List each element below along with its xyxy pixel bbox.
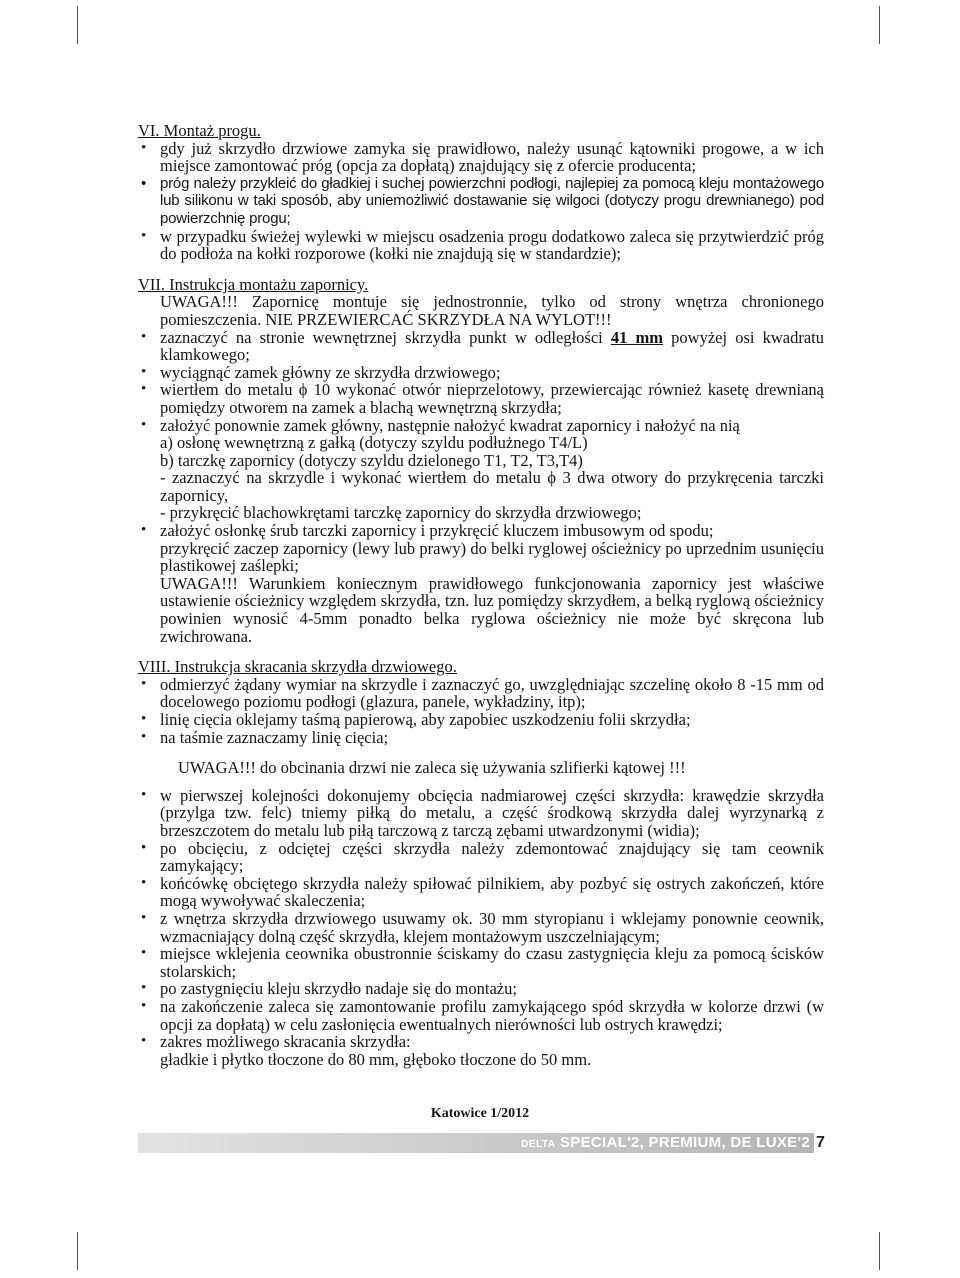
list-item: • zaznaczyć na stronie wewnętrznej skrzydła punkt w odległości 41 mm powyżej osi kwadratu klamkowego; [138, 329, 824, 364]
list-item: • odmierzyć żądany wymiar na skrzydle i zaznaczyć go, uwzględniając szczelinę około 8 -15 mm od docelowego poziomu podłogi (glazura, panele, wykładziny, itp); [138, 676, 824, 711]
list-item: • wyciągnąć zamek główny ze skrzydła drzwiowego; [138, 364, 824, 382]
crop-mark-top-left [77, 6, 78, 44]
measurement-value: 41 mm [610, 327, 664, 347]
section-heading-8: VIII. Instrukcja skracania skrzydła drzwiowego. [138, 657, 457, 677]
page-number: 7 [816, 1134, 825, 1151]
list-item: • końcówkę obciętego skrzydła należy spiłować pilnikiem, aby pozbyć się ostrych zakończeń, które mogą wywoływać skaleczenia; [138, 875, 824, 910]
brand-name: DELTA [521, 1139, 556, 1150]
list-subitem: - przykręcić blachowkrętami tarczkę zapornicy do skrzydła drzwiowego; [160, 503, 642, 523]
section-heading-6: VI. Montaż progu. [138, 121, 261, 140]
list-item: • próg należy przykleić do gładkiej i suchej powierzchni podłogi, najlepiej za pomocą kleju montażowego lub silikonu w taki sposób, aby uniemożliwić dostawanie się wilgoci (dotyczy progu drewnianego) pod powierzchnię progu; [138, 175, 824, 228]
list-item: • założyć osłonkę śrub tarczki zapornicy i przykręcić kluczem imbusowym od spodu; [138, 522, 824, 540]
list-subitem: a) osłonę wewnętrzną z gałką (dotyczy szyldu podłużnego T4/L) [160, 433, 588, 453]
footer-bar [138, 1133, 814, 1153]
crop-mark-top-right [879, 6, 880, 44]
list-item: • miejsce wklejenia ceownika obustronnie ściskamy do czasu zastygnięcia kleju za pomocą ścisków stolarskich; [138, 945, 824, 980]
footer-brand [521, 1134, 810, 1151]
list-item: • w przypadku świeżej wylewki w miejscu osadzenia progu dodatkowo zaleca się przytwierdzić próg do podłoża na kołki rozporowe (kołki nie znajdują się w standardzie); [138, 228, 824, 263]
list-item: • założyć ponownie zamek główny, następnie nałożyć kwadrat zapornicy i nałożyć na nią [138, 417, 824, 435]
list-item: • zakres możliwego skracania skrzydła: [138, 1033, 824, 1051]
list-item: • po zastygnięciu kleju skrzydło nadaje się do montażu; [138, 980, 824, 998]
list-item: • na zakończenie zaleca się zamontowanie profilu zamykającego spód skrzydła w kolorze drzwi (w opcji za dopłatą) w celu zasłonięcia ewentualnych nierówności lub ostrych krawędzi; [138, 998, 824, 1033]
list-continuation: gładkie i płytko tłoczone do 80 mm, głęboko tłoczone do 50 mm. [160, 1049, 592, 1069]
list-item: • na taśmie zaznaczamy linię cięcia; [138, 729, 824, 747]
list-item: • po obcięciu, z odciętej części skrzydła należy zdemontować znajdujący się tam ceownik zamykający; [138, 840, 824, 875]
footer-city-date: Katowice 1/2012 [430, 1106, 530, 1121]
document-body [138, 122, 824, 1068]
warning-note: UWAGA!!! Warunkiem koniecznym prawidłowego funkcjonowania zapornicy jest właściwe ustawienie ościeżnicy względem skrzydła, tzn. luz pomiędzy skrzydłem, a belką ryglową ościeżnicy powinien wynosić 4-5mm ponadto belka ryglowa ościeżnicy nie może być skręcona lub zwichrowana. [160, 573, 824, 646]
list-continuation: przykręcić zaczep zapornicy (lewy lub prawy) do belki ryglowej ościeżnicy po uprzednim usunięciu plastikowej zaślepki; [160, 538, 824, 576]
list-item: • z wnętrza skrzydła drzwiowego usuwamy ok. 30 mm styropianu i wklejamy ponownie ceownik, wzmacniający dolną część skrzydła, klejem montażowym uszczelniającym; [138, 910, 824, 945]
list-subitem: - zaznaczyć na skrzydle i wykonać wiertłem do metalu ϕ 3 dwa otwory do przykręcenia tarczki zapornicy, [160, 468, 824, 505]
list-item: • w pierwszej kolejności dokonujemy obcięcia nadmiarowej części skrzydła: krawędzie skrzydła (przylga tzw. felc) tniemy piłką do metalu, a część środkową skrzydła dalej wyrzynarką z brzeszczotem do metalu lub piłą tarczową z tarczą zębami utwardzonymi (widia); [138, 787, 824, 840]
list-item: • wiertłem do metalu ϕ 10 wykonać otwór nieprzelotowy, przewiercając również kasetę drewnianą pomiędzy otworem na zamek a blachą wewnętrzną skrzydła; [138, 381, 824, 416]
list-item: • linię cięcia oklejamy taśmą papierową, aby zapobiec uszkodzeniu folii skrzydła; [138, 711, 824, 729]
crop-mark-bottom-left [77, 1232, 78, 1270]
list-subitem: b) tarczkę zapornicy (dotyczy szyldu dzielonego T1, T2, T3,T4) [160, 450, 583, 470]
warning-note: UWAGA!!! do obcinania drzwi nie zaleca się używania szlifierki kątowej !!! [178, 758, 686, 778]
crop-mark-bottom-right [879, 1232, 880, 1270]
section-heading-7: VII. Instrukcja montażu zapornicy. [138, 274, 369, 294]
warning-note: UWAGA!!! Zapornicę montuje się jednostronnie, tylko od strony wnętrza chronionego pomieszczenia. NIE PRZEWIERCAĆ SKRZYDŁA NA WYLOT!!! [160, 292, 824, 329]
list-item: • gdy już skrzydło drzwiowe zamyka się prawidłowo, należy usunąć kątowniki progowe, a w ich miejsce zamontować próg (opcja za dopłatą) znajdujący się z ofercie producenta; [138, 140, 824, 175]
brand-models: SPECIAL'2, PREMIUM, DE LUXE'2 [559, 1134, 810, 1151]
